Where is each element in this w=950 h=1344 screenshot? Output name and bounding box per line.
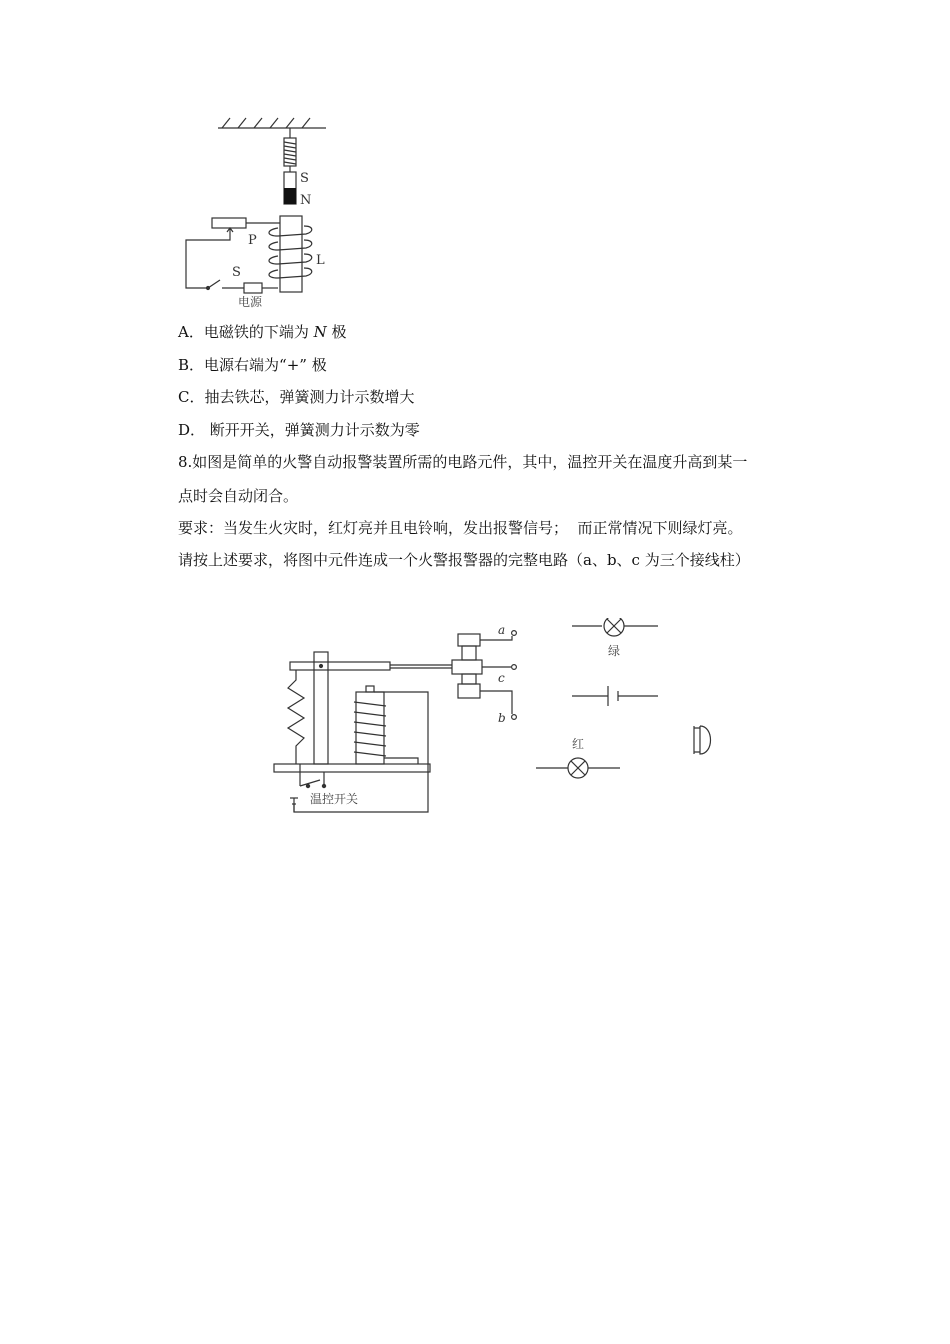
option-text: 电源右端为“+” 极	[204, 356, 327, 374]
fire-alarm-figure	[268, 618, 728, 818]
option-letter: C．	[178, 388, 205, 406]
label-source: 电源	[238, 295, 263, 309]
label-switch-s: S	[232, 265, 241, 280]
iron-core-icon	[280, 216, 302, 292]
option-letter: B．	[178, 356, 205, 374]
temp-switch-label: 温控开关	[310, 792, 359, 806]
green-lamp-icon	[604, 618, 624, 636]
option-letter: D．	[178, 421, 206, 439]
electromagnet-figure	[178, 112, 338, 312]
option-b	[178, 355, 327, 375]
option-text: 抽去铁芯，弹簧测力计示数增大	[204, 388, 415, 406]
bell-icon	[694, 726, 711, 754]
power-source-icon	[244, 283, 262, 293]
contact-b	[458, 684, 480, 698]
magnet-north-half	[284, 188, 296, 204]
label-p: P	[248, 233, 257, 248]
option-c	[178, 387, 415, 407]
contact-a	[458, 634, 480, 646]
red-lamp-label: 红	[572, 737, 585, 751]
terminal-b-label: b	[498, 711, 506, 725]
rheostat-icon	[212, 218, 246, 228]
pole-n-label: N	[300, 193, 312, 208]
terminal-a-icon	[512, 631, 517, 636]
switch-icon	[208, 280, 220, 288]
terminal-c-label: c	[498, 671, 505, 685]
option-text: 断开开关，弹簧测力计示数为零	[205, 421, 420, 439]
pivot-post	[314, 652, 328, 764]
question8-line2: 点时会自动闭合。	[178, 487, 299, 505]
lever-arm	[290, 662, 390, 670]
option-italic: N	[313, 323, 327, 341]
option-d	[178, 420, 420, 440]
terminal-b-icon	[512, 715, 517, 720]
option-a	[178, 322, 347, 342]
option-text: 电磁铁的下端为	[203, 323, 314, 341]
option-letter: A．	[178, 323, 204, 341]
question8-line3: 要求：当发生火灾时，红灯亮并且电铃响，发出报警信号； 而正常情况下则绿灯亮。	[178, 519, 743, 537]
terminal-c-icon	[512, 665, 517, 670]
label-l: L	[316, 253, 325, 268]
terminal-a-label: a	[498, 623, 506, 637]
pole-s-label: S	[300, 171, 309, 186]
contact-c	[452, 660, 482, 674]
base-plate	[274, 764, 430, 772]
question8-line4: 请按上述要求，将图中元件连成一个火警报警器的完整电路（a、b、c 为三个接线柱）	[178, 551, 750, 569]
spring-icon	[288, 670, 304, 764]
green-lamp-label: 绿	[608, 644, 621, 658]
question8-line1: 8.如图是简单的火警自动报警装置所需的电路元件，其中，温控开关在温度升高到某一	[178, 453, 748, 471]
coil-icon	[269, 226, 312, 236]
option-text: 极	[326, 323, 347, 341]
